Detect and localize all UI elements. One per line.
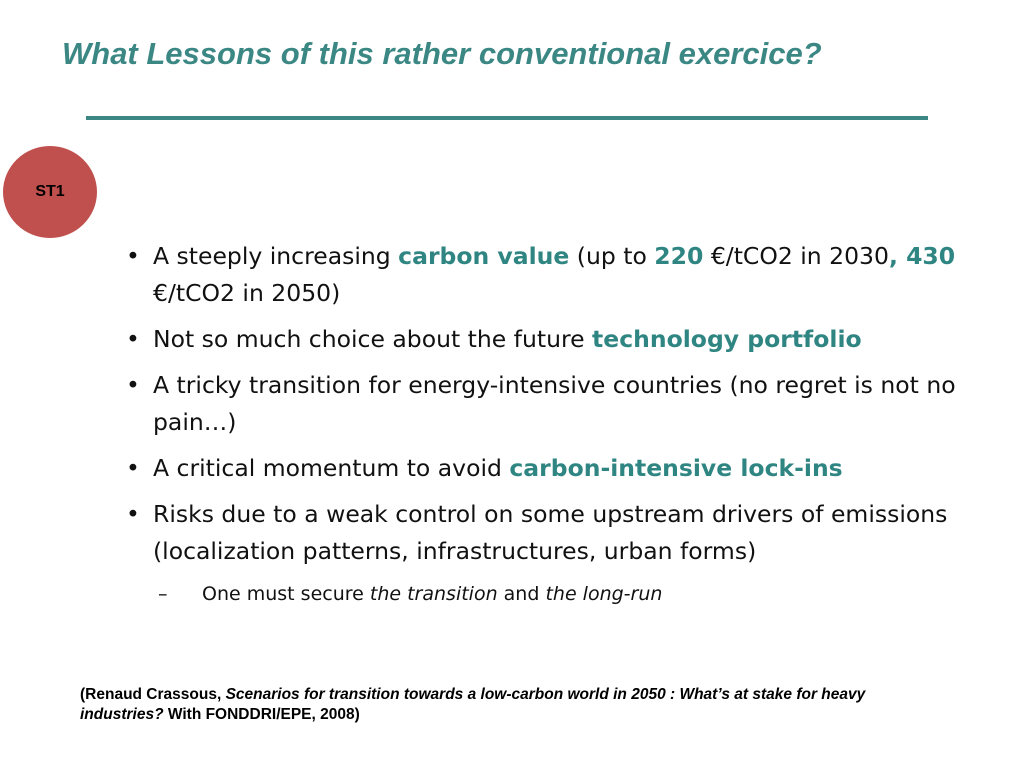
title-underline bbox=[86, 116, 928, 120]
bullet-tricky-transition: • A tricky transition for energy-intensive countries (no regret is not no pain…) bbox=[126, 367, 986, 441]
highlight-220: 220 bbox=[654, 242, 704, 270]
section-badge bbox=[3, 146, 97, 238]
slide-title: What Lessons of this rather conventional exercice? bbox=[62, 36, 822, 71]
reference-title: Scenarios for transition towards a low-carbon world in 2050 : What’s at stake for heavy industries? bbox=[80, 686, 866, 723]
bullet-carbon-value: • A steeply increasing carbon value (up to 220 €/tCO2 in 2030, 430 €/tCO2 in 2050) bbox=[126, 238, 986, 312]
highlight-lock-ins: carbon-intensive lock-ins bbox=[509, 454, 843, 482]
sub-bullet-dash: – bbox=[158, 583, 168, 605]
section-badge-label: ST1 bbox=[35, 183, 65, 200]
reference-citation: (Renaud Crassous, Scenarios for transition towards a low-carbon world in 2050 : What’s at stake for heavy industries? With FONDDRI/EPE, 2008) bbox=[80, 686, 866, 723]
highlight-technology-portfolio: technology portfolio bbox=[592, 325, 862, 353]
highlight-430: 430 bbox=[906, 242, 956, 270]
sub-bullet-secure: – One must secure the transition and the long-run bbox=[126, 579, 986, 609]
highlight-carbon-value: carbon value bbox=[398, 242, 570, 270]
bullet-lock-ins: • A critical momentum to avoid carbon-intensive lock-ins bbox=[126, 450, 986, 487]
bullet-upstream-risks: • Risks due to a weak control on some upstream drivers of emissions (localization patterns, infrastructures, urban forms) bbox=[126, 496, 986, 570]
bullet-list bbox=[126, 238, 986, 609]
bullet-technology-portfolio: • Not so much choice about the future technology portfolio bbox=[126, 321, 986, 358]
